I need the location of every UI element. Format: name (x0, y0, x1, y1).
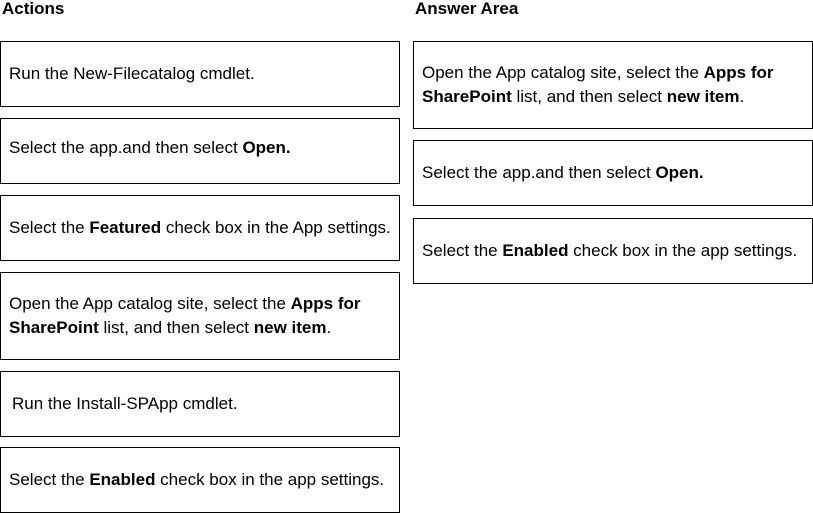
action-item-open-app-catalog[interactable] (0, 272, 400, 360)
action-item-text: Run the Install-SPApp cmdlet. (12, 394, 238, 413)
answer-item-text: Select the Enabled check box in the app settings. (422, 241, 798, 260)
action-item-text: Select the Enabled check box in the app settings. (9, 470, 385, 489)
action-item-select-app-open[interactable] (0, 118, 400, 184)
answer-item-open-app-catalog[interactable] (413, 41, 813, 129)
answer-item-enabled-checkbox[interactable] (413, 218, 813, 284)
action-item-featured-checkbox[interactable] (0, 195, 400, 261)
action-item-enabled-checkbox[interactable] (0, 447, 400, 513)
answer-item-select-app-open[interactable] (413, 140, 813, 206)
answer-item-text: Select the app.and then select Open. (422, 163, 704, 182)
answer-area-heading: Answer Area (415, 0, 519, 18)
action-item-text: Select the app.and then select Open. (9, 138, 291, 157)
action-item-new-filecatalog[interactable] (0, 41, 400, 107)
actions-heading: Actions (2, 0, 65, 18)
action-item-install-spapp[interactable] (0, 371, 400, 437)
action-item-text: Open the App catalog site, select the Apps for SharePoint list, and then select new item. (9, 294, 361, 337)
answer-item-text: Open the App catalog site, select the Apps for SharePoint list, and then select new item. (422, 63, 774, 106)
action-item-text: Run the New-Filecatalog cmdlet. (9, 64, 255, 83)
action-item-text: Select the Featured check box in the App settings. (9, 218, 391, 237)
